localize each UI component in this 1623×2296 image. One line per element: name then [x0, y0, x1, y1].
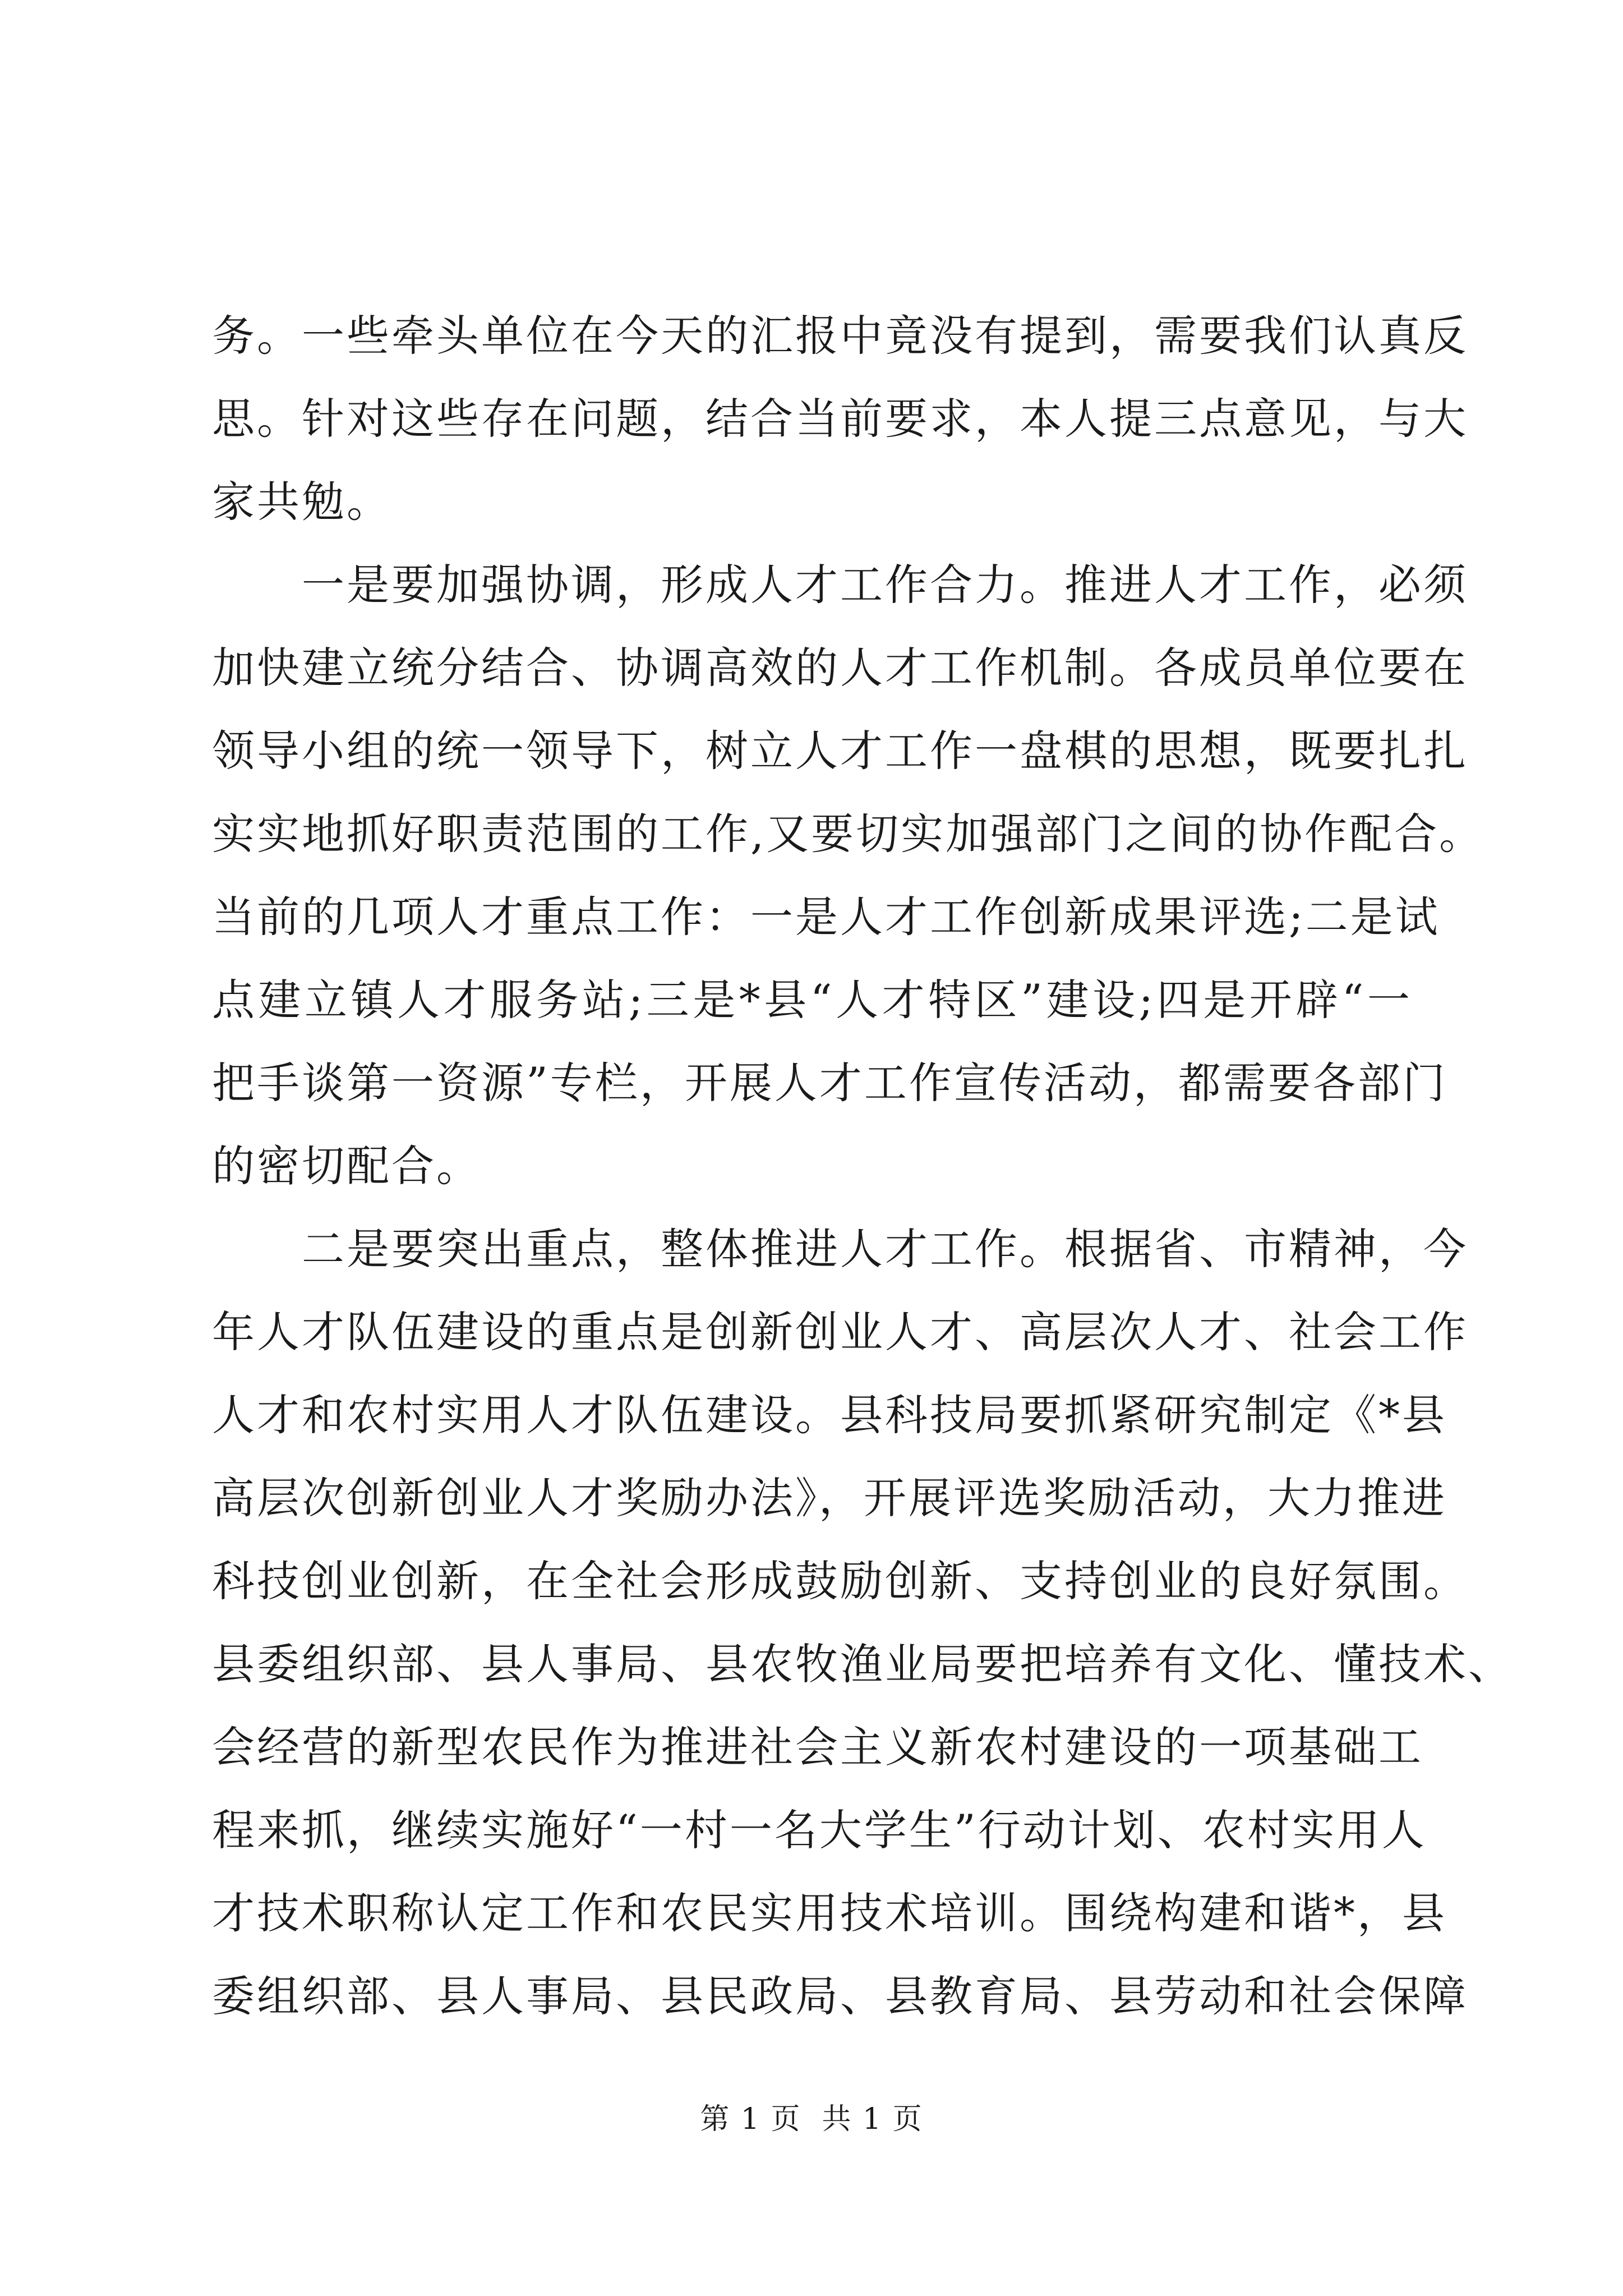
text-line: 点建立镇人才服务站;三是*县“人才特区”建设;四是开辟“一: [212, 975, 1412, 1025]
text-line: 才技术职称认定工作和农民实用技术培训。围绕构建和谐*，县: [212, 1888, 1447, 1938]
page-number-footer: 第 1 页 共 1 页: [700, 2102, 923, 2136]
text-line: 思。针对这些存在问题，结合当前要求，本人提三点意见，与大: [212, 394, 1468, 444]
text-line: 高层次创新创业人才奖励办法》，开展评选奖励活动，大力推进: [212, 1473, 1447, 1523]
paragraph-point-two: [212, 1208, 1513, 2038]
text-line: 人才和农村实用人才队伍建设。县科技局要抓紧研究制定《*县: [212, 1390, 1447, 1440]
text-line: 会经营的新型农民作为推进社会主义新农村建设的一项基础工: [212, 1722, 1423, 1772]
text-line: 程来抓，继续实施好“一村一名大学生”行动计划、农村实用人: [212, 1805, 1427, 1855]
text-line: 二是要突出重点，整体推进人才工作。根据省、市精神，今: [302, 1224, 1468, 1274]
text-line: 当前的几项人才重点工作：一是人才工作创新成果评选;二是试: [212, 892, 1440, 942]
text-line: 委组织部、县人事局、县民政局、县教育局、县劳动和社会保障: [212, 1971, 1468, 2021]
text-line: 加快建立统分结合、协调高效的人才工作机制。各成员单位要在: [212, 643, 1468, 693]
text-line: 县委组织部、县人事局、县农牧渔业局要把培养有文化、懂技术、: [212, 1639, 1513, 1689]
text-line: 领导小组的统一领导下，树立人才工作一盘棋的思想，既要扎扎: [212, 726, 1468, 776]
paragraph-point-one: [212, 544, 1484, 1208]
text-line: 年人才队伍建设的重点是创新创业人才、高层次人才、社会工作: [212, 1307, 1468, 1357]
text-line: 家共勉。: [212, 477, 391, 527]
text-line: 实实地抓好职责范围的工作,又要切实加强部门之间的协作配合。: [212, 809, 1484, 859]
text-line: 科技创业创新，在全社会形成鼓励创新、支持创业的良好氛围。: [212, 1556, 1468, 1606]
document-body: [212, 295, 1513, 2038]
text-line: 的密切配合。: [212, 1141, 481, 1191]
text-line: 务。一些牵头单位在今天的汇报中竟没有提到，需要我们认真反: [212, 311, 1468, 361]
paragraph-continuation: [212, 295, 1468, 544]
text-line: 把手谈第一资源”专栏，开展人才工作宣传活动，都需要各部门: [212, 1058, 1447, 1108]
text-line: 一是要加强协调，形成人才工作合力。推进人才工作，必须: [302, 560, 1468, 610]
